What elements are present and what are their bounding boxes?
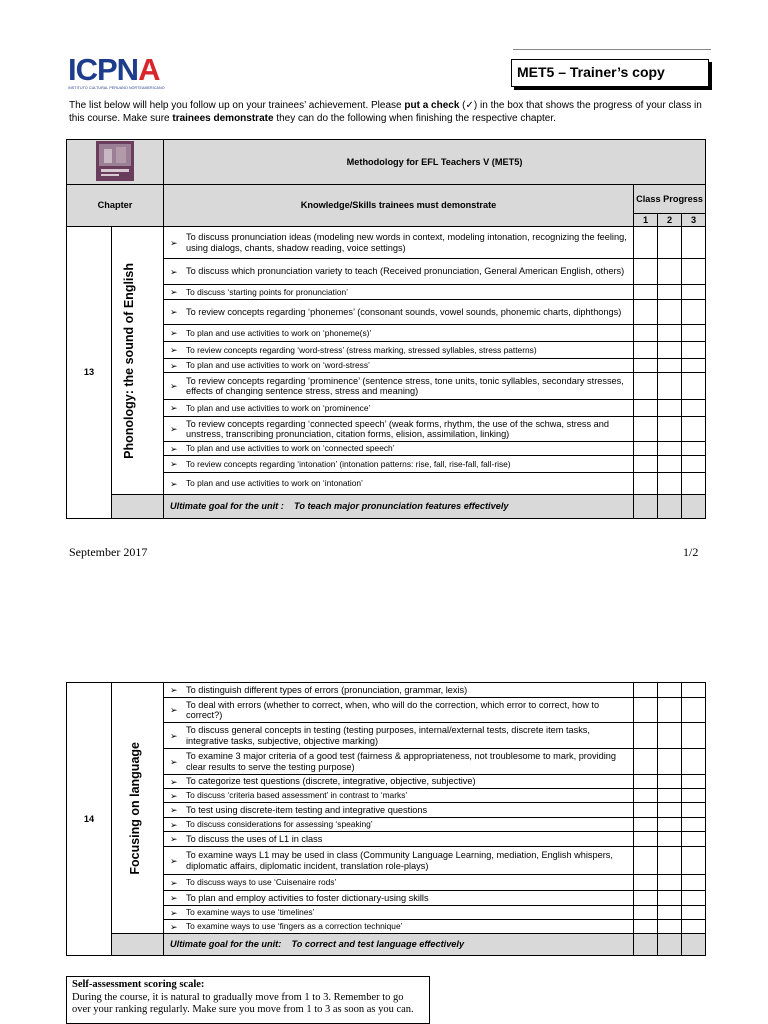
progress-checkbox[interactable] xyxy=(682,683,706,698)
class-progress-header: Class Progress xyxy=(634,185,706,214)
unit-title-cell xyxy=(112,683,164,934)
arrowhead-bullet-icon: ➢ xyxy=(170,877,178,888)
objective-row: ➢ To plan and use activities to work on ‘connected speech’ xyxy=(164,442,634,456)
progress-checkbox[interactable] xyxy=(634,906,658,920)
progress-checkbox[interactable] xyxy=(682,400,706,417)
progress-checkbox[interactable] xyxy=(634,832,658,847)
objective-row: ➢ To discuss general concepts in testing (testing purposes, internal/external tests, discrete item tasks, integrative tasks, subjective, objective marking) xyxy=(164,723,634,749)
progress-checkbox[interactable] xyxy=(682,803,706,818)
progress-checkbox[interactable] xyxy=(658,259,682,285)
progress-checkbox[interactable] xyxy=(658,749,682,775)
chapter-header: Chapter xyxy=(67,185,164,227)
objective-row: ➢ To plan and employ activities to foster dictionary-using skills xyxy=(164,891,634,906)
skills-header: Knowledge/Skills trainees must demonstrate xyxy=(164,185,634,227)
arrowhead-bullet-icon: ➢ xyxy=(170,685,178,695)
objective-row: ➢ To examine 3 major criteria of a good test (fairness & appropriateness, not troublesome to mark, providing clear results to serve the testing purpose) xyxy=(164,749,634,775)
scale-text: During the course, it is natural to gradually move from 1 to 3. Remember to go over your ranking regularly. Make sure you move from 1 to 3 as soon as you can. xyxy=(72,991,414,1015)
objective-row: ➢ To categorize test questions (discrete, integrative, objective, subjective) xyxy=(164,775,634,789)
icpna-logo xyxy=(68,54,188,92)
arrowhead-bullet-icon: ➢ xyxy=(170,360,178,371)
objective-row: ➢ To test using discrete-item testing and integrative questions xyxy=(164,803,634,818)
title-divider xyxy=(513,49,711,50)
unit-title-cell xyxy=(112,227,164,495)
arrowhead-bullet-icon: ➢ xyxy=(170,776,178,787)
progress-checkbox[interactable] xyxy=(634,373,658,400)
progress-checkbox[interactable] xyxy=(634,723,658,749)
arrowhead-bullet-icon: ➢ xyxy=(170,805,178,815)
doc-title-box xyxy=(511,59,709,87)
arrowhead-bullet-icon: ➢ xyxy=(170,345,178,355)
arrowhead-bullet-icon: ➢ xyxy=(170,237,178,248)
progress-checkbox[interactable] xyxy=(634,683,658,698)
chapter-14-table xyxy=(66,682,706,956)
progress-checkbox[interactable] xyxy=(658,906,682,920)
progress-checkbox[interactable] xyxy=(658,285,682,300)
progress-checkbox[interactable] xyxy=(634,847,658,875)
progress-checkbox[interactable] xyxy=(658,342,682,359)
arrowhead-bullet-icon: ➢ xyxy=(170,855,178,866)
progress-checkbox[interactable] xyxy=(634,749,658,775)
progress-checkbox[interactable] xyxy=(634,300,658,325)
book-cover-cell xyxy=(67,140,164,185)
progress-checkbox[interactable] xyxy=(634,891,658,906)
objective-row: ➢ To discuss ‘starting points for pronunciation’ xyxy=(164,285,634,300)
self-assessment-box xyxy=(66,976,430,1024)
progress-checkbox[interactable] xyxy=(634,818,658,832)
objective-row: ➢ To plan and use activities to work on ‘word-stress’ xyxy=(164,359,634,373)
progress-checkbox[interactable] xyxy=(682,456,706,473)
progress-checkbox[interactable] xyxy=(682,891,706,906)
progress-checkbox[interactable] xyxy=(682,775,706,789)
progress-checkbox[interactable] xyxy=(682,698,706,723)
arrowhead-bullet-icon: ➢ xyxy=(170,287,178,297)
progress-checkbox[interactable] xyxy=(658,723,682,749)
arrowhead-bullet-icon: ➢ xyxy=(170,381,178,391)
arrowhead-bullet-icon: ➢ xyxy=(170,307,178,317)
objective-row: ➢ To discuss ‘criteria based assessment’ in contrast to ‘marks’ xyxy=(164,789,634,803)
intro-paragraph: The list below will help you follow up on your trainees’ achievement. Please put a check (✓) in the box that shows the progress of your class in this course. Make sure trainees demonstrate they can do the following when finishing the respective chapter. xyxy=(69,100,702,124)
progress-checkbox[interactable] xyxy=(634,473,658,495)
objective-row: ➢ To review concepts regarding ‘phonemes’ (consonant sounds, vowel sounds, phonemic charts, diphthongs) xyxy=(164,300,634,325)
progress-checkbox[interactable] xyxy=(682,875,706,891)
progress-checkbox[interactable] xyxy=(658,803,682,818)
progress-checkbox[interactable] xyxy=(634,325,658,342)
progress-checkbox[interactable] xyxy=(634,227,658,259)
progress-checkbox[interactable] xyxy=(634,285,658,300)
arrowhead-bullet-icon: ➢ xyxy=(170,266,178,277)
arrowhead-bullet-icon: ➢ xyxy=(170,328,178,338)
progress-checkbox[interactable] xyxy=(682,300,706,325)
progress-checkbox[interactable] xyxy=(634,442,658,456)
progress-checkbox[interactable] xyxy=(682,789,706,803)
objective-row: ➢ To plan and use activities to work on ‘intonation’ xyxy=(164,473,634,495)
progress-checkbox[interactable] xyxy=(634,400,658,417)
objective-row: ➢ To examine ways to use ‘fingers as a correction technique’ xyxy=(164,920,634,934)
progress-checkbox[interactable] xyxy=(658,920,682,934)
progress-checkbox[interactable] xyxy=(634,920,658,934)
arrowhead-bullet-icon: ➢ xyxy=(170,921,178,932)
progress-checkbox[interactable] xyxy=(658,473,682,495)
progress-checkbox[interactable] xyxy=(682,259,706,285)
arrowhead-bullet-icon: ➢ xyxy=(170,478,178,489)
logo-subtitle: INSTITUTO CULTURAL PERUANO NORTEAMERICANO xyxy=(68,86,165,90)
progress-checkbox[interactable] xyxy=(682,847,706,875)
progress-checkbox[interactable] xyxy=(658,818,682,832)
progress-checkbox[interactable] xyxy=(658,891,682,906)
chapter-13-table xyxy=(66,139,706,519)
progress-checkbox[interactable] xyxy=(658,875,682,891)
progress-checkbox[interactable] xyxy=(634,875,658,891)
arrowhead-bullet-icon: ➢ xyxy=(170,834,178,844)
progress-checkbox[interactable] xyxy=(658,227,682,259)
progress-checkbox[interactable] xyxy=(682,342,706,359)
progress-checkbox[interactable] xyxy=(634,342,658,359)
arrowhead-bullet-icon: ➢ xyxy=(170,424,178,434)
objective-row: ➢ To examine ways to use ‘timelines’ xyxy=(164,906,634,920)
arrowhead-bullet-icon: ➢ xyxy=(170,893,178,903)
logo-text: ICPNA xyxy=(68,52,160,87)
objective-row: ➢ To plan and use activities to work on ‘phoneme(s)’ xyxy=(164,325,634,342)
progress-checkbox[interactable] xyxy=(634,775,658,789)
progress-checkbox[interactable] xyxy=(682,832,706,847)
arrowhead-bullet-icon: ➢ xyxy=(170,459,178,469)
progress-checkbox[interactable] xyxy=(658,417,682,442)
objective-row: ➢ To examine ways L1 may be used in class (Community Language Learning, mediation, English whispers, diplomatic affairs, diplomatic incident, translation role-plays) xyxy=(164,847,634,875)
progress-checkbox[interactable] xyxy=(658,789,682,803)
objective-row: ➢ To discuss ways to use ‘Cuisenaire rods’ xyxy=(164,875,634,891)
arrowhead-bullet-icon: ➢ xyxy=(170,705,178,715)
progress-checkbox[interactable] xyxy=(658,400,682,417)
progress-checkbox[interactable] xyxy=(634,789,658,803)
unit-title: Phonology: the sound of English xyxy=(121,262,136,459)
unit-goal: Ultimate goal for the unit: To correct and test language effectively xyxy=(164,934,634,956)
objective-row: ➢ To discuss which pronunciation variety to teach (Received pronunciation, General American English, others) xyxy=(164,259,634,285)
progress-checkbox[interactable] xyxy=(634,259,658,285)
progress-checkbox[interactable] xyxy=(682,359,706,373)
progress-checkbox[interactable] xyxy=(682,325,706,342)
progress-checkbox[interactable] xyxy=(658,359,682,373)
course-title: Methodology for EFL Teachers V (MET5) xyxy=(164,140,706,185)
arrowhead-bullet-icon: ➢ xyxy=(170,907,178,918)
logo-accent-letter: A xyxy=(138,52,160,87)
objective-row: ➢ To plan and use activities to work on ‘prominence’ xyxy=(164,400,634,417)
arrowhead-bullet-icon: ➢ xyxy=(170,443,178,454)
progress-col-1: 1 xyxy=(634,214,658,227)
objective-row: ➢ To review concepts regarding ‘prominence’ (sentence stress, tone units, tonic syllables, secondary stresses, effects of changing sentence stress, stress and meaning) xyxy=(164,373,634,400)
progress-checkbox[interactable] xyxy=(658,683,682,698)
objective-row: ➢ To discuss pronunciation ideas (modeling new words in context, modeling intonation, recognizing the feeling, using dialogs, chants, shadow reading, voice settings) xyxy=(164,227,634,259)
progress-checkbox[interactable] xyxy=(682,373,706,400)
footer-date: September 2017 xyxy=(69,545,148,559)
progress-checkbox[interactable] xyxy=(634,359,658,373)
progress-checkbox[interactable] xyxy=(658,456,682,473)
arrowhead-bullet-icon: ➢ xyxy=(170,730,178,741)
objective-row: ➢ To deal with errors (whether to correct, when, who will do the correction, which error to correct, how to correct?) xyxy=(164,698,634,723)
progress-checkbox[interactable] xyxy=(682,723,706,749)
page-number: 1/2 xyxy=(683,545,699,559)
unit-goal: Ultimate goal for the unit : To teach major pronunciation features effectively xyxy=(164,495,634,519)
progress-checkbox[interactable] xyxy=(658,300,682,325)
unit-title: Focusing on language xyxy=(127,741,142,875)
chapter-number: 13 xyxy=(67,227,112,519)
progress-checkbox[interactable] xyxy=(634,456,658,473)
progress-checkbox[interactable] xyxy=(634,698,658,723)
progress-checkbox[interactable] xyxy=(658,442,682,456)
progress-checkbox[interactable] xyxy=(658,325,682,342)
doc-title: MET5 – Trainer’s copy xyxy=(517,64,665,80)
arrowhead-bullet-icon: ➢ xyxy=(170,403,178,413)
progress-checkbox[interactable] xyxy=(658,373,682,400)
progress-checkbox[interactable] xyxy=(682,818,706,832)
progress-checkbox[interactable] xyxy=(682,285,706,300)
book-cover-icon xyxy=(96,141,134,181)
progress-checkbox[interactable] xyxy=(658,698,682,723)
objective-row: ➢ To review concepts regarding ‘intonation’ (intonation patterns: rise, fall, rise-fall, fall-rise) xyxy=(164,456,634,473)
progress-checkbox[interactable] xyxy=(658,832,682,847)
progress-checkbox[interactable] xyxy=(682,920,706,934)
progress-checkbox[interactable] xyxy=(682,749,706,775)
progress-checkbox[interactable] xyxy=(682,417,706,442)
progress-checkbox[interactable] xyxy=(658,775,682,789)
progress-checkbox[interactable] xyxy=(634,803,658,818)
scale-title: Self-assessment scoring scale: xyxy=(72,979,205,990)
progress-checkbox[interactable] xyxy=(634,417,658,442)
arrowhead-bullet-icon: ➢ xyxy=(170,756,178,767)
chapter-number: 14 xyxy=(67,683,112,956)
progress-col-3: 3 xyxy=(682,214,706,227)
arrowhead-bullet-icon: ➢ xyxy=(170,819,178,830)
objective-row: ➢ To review concepts regarding ‘connected speech’ (weak forms, rhythm, the use of the schwa, stress and unstress, transcribing pronunciation, citation forms, elision, assimilation, linking) xyxy=(164,417,634,442)
objective-row: ➢ To discuss the uses of L1 in class xyxy=(164,832,634,847)
objective-row: ➢ To discuss considerations for assessing ‘speaking’ xyxy=(164,818,634,832)
objective-row: ➢ To review concepts regarding ‘word-stress’ (stress marking, stressed syllables, stress patterns) xyxy=(164,342,634,359)
progress-checkbox[interactable] xyxy=(658,847,682,875)
progress-checkbox[interactable] xyxy=(682,442,706,456)
progress-col-2: 2 xyxy=(658,214,682,227)
progress-checkbox[interactable] xyxy=(682,906,706,920)
progress-checkbox[interactable] xyxy=(682,473,706,495)
objective-row: ➢ To distinguish different types of errors (pronunciation, grammar, lexis) xyxy=(164,683,634,698)
arrowhead-bullet-icon: ➢ xyxy=(170,790,178,801)
progress-checkbox[interactable] xyxy=(682,227,706,259)
